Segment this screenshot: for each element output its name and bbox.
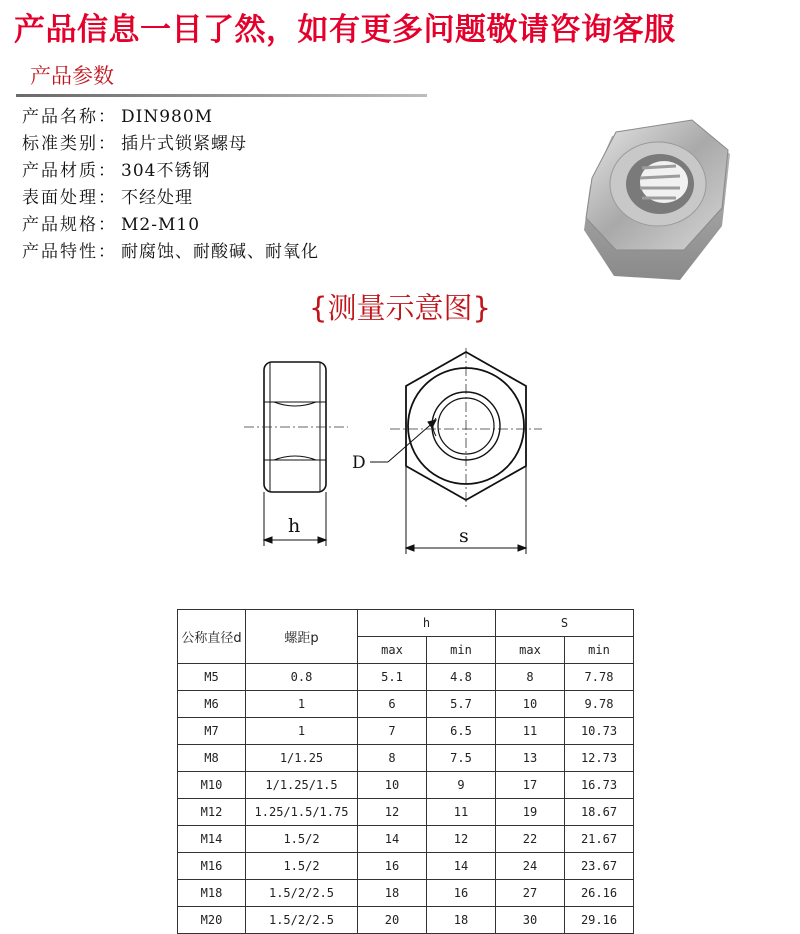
spec-separator: ： xyxy=(98,215,115,235)
table-cell: 8 xyxy=(358,745,427,772)
table-row xyxy=(178,826,634,853)
spec-row xyxy=(22,239,319,266)
table-cell: 16.73 xyxy=(565,772,634,799)
table-row xyxy=(178,772,634,799)
table-cell: 4.8 xyxy=(427,664,496,691)
table-cell: 18.67 xyxy=(565,799,634,826)
table-cell: 26.16 xyxy=(565,880,634,907)
table-cell: 5.1 xyxy=(358,664,427,691)
table-cell: 27 xyxy=(496,880,565,907)
section-title: 产品参数 xyxy=(30,64,114,88)
table-cell: 1/1.25 xyxy=(246,745,358,772)
table-cell: M12 xyxy=(178,799,246,826)
table-cell: M6 xyxy=(178,691,246,718)
spec-row xyxy=(22,185,319,212)
spec-separator: ： xyxy=(98,188,115,208)
table-cell: M18 xyxy=(178,880,246,907)
table-cell: 16 xyxy=(427,880,496,907)
table-cell: 12 xyxy=(358,799,427,826)
table-cell: M7 xyxy=(178,718,246,745)
table-cell: M10 xyxy=(178,772,246,799)
dimension-table xyxy=(177,609,634,934)
spec-label: 产品规格 xyxy=(22,215,98,235)
spec-row xyxy=(22,104,319,131)
label-d: D xyxy=(352,453,366,473)
spec-value: M2-M10 xyxy=(121,215,201,235)
spec-separator: ： xyxy=(98,107,115,127)
spec-value: 插片式锁紧螺母 xyxy=(121,134,247,154)
table-cell: 8 xyxy=(496,664,565,691)
table-cell: 12 xyxy=(427,826,496,853)
table-row xyxy=(178,691,634,718)
spec-row xyxy=(22,131,319,158)
spec-value: 不经处理 xyxy=(121,188,193,208)
table-cell: 1 xyxy=(246,718,358,745)
section-divider xyxy=(16,94,427,97)
table-cell: 13 xyxy=(496,745,565,772)
table-body xyxy=(178,664,634,934)
promo-banner: 产品信息一目了然，如有更多问题敬请咨询客服 xyxy=(14,12,676,48)
table-cell: 1.5/2/2.5 xyxy=(246,880,358,907)
table-cell: 10 xyxy=(496,691,565,718)
header-pitch: 螺距p xyxy=(246,610,358,664)
table-row xyxy=(178,853,634,880)
header-s-min: min xyxy=(565,637,634,664)
table-cell: 7.5 xyxy=(427,745,496,772)
table-cell: 9.78 xyxy=(565,691,634,718)
table-cell: 1/1.25/1.5 xyxy=(246,772,358,799)
header-h-min: min xyxy=(427,637,496,664)
spec-label: 标准类别 xyxy=(22,134,98,154)
spec-value: 304不锈钢 xyxy=(121,161,211,181)
spec-value: DIN980M xyxy=(121,107,214,127)
table-cell: 0.8 xyxy=(246,664,358,691)
table-row xyxy=(178,880,634,907)
table-row xyxy=(178,745,634,772)
label-h: h xyxy=(288,515,301,537)
table-cell: 9 xyxy=(427,772,496,799)
table-cell: 5.7 xyxy=(427,691,496,718)
spec-label: 产品特性 xyxy=(22,242,98,262)
spec-separator: ： xyxy=(98,134,115,154)
table-cell: 30 xyxy=(496,907,565,934)
table-cell: 21.67 xyxy=(565,826,634,853)
table-cell: 17 xyxy=(496,772,565,799)
table-cell: 29.16 xyxy=(565,907,634,934)
table-cell: 14 xyxy=(358,826,427,853)
table-cell: 11 xyxy=(496,718,565,745)
header-s-max: max xyxy=(496,637,565,664)
table-cell: 6.5 xyxy=(427,718,496,745)
spec-label: 产品名称 xyxy=(22,107,98,127)
table-cell: 7.78 xyxy=(565,664,634,691)
table-row xyxy=(178,718,634,745)
table-cell: 14 xyxy=(427,853,496,880)
table-cell: 19 xyxy=(496,799,565,826)
spec-separator: ： xyxy=(98,242,115,262)
spec-list xyxy=(22,104,319,266)
header-diameter: 公称直径d xyxy=(178,610,246,664)
table-cell: 16 xyxy=(358,853,427,880)
table-cell: M20 xyxy=(178,907,246,934)
measurement-drawing xyxy=(230,340,560,565)
label-s: s xyxy=(459,525,469,547)
spec-separator: ： xyxy=(98,161,115,181)
table-cell: 1.5/2 xyxy=(246,853,358,880)
diagram-title: {测量示意图} xyxy=(309,291,491,325)
spec-value: 耐腐蚀、耐酸碱、耐氧化 xyxy=(121,242,319,262)
table-row xyxy=(178,907,634,934)
header-h-max: max xyxy=(358,637,427,664)
table-row xyxy=(178,664,634,691)
table-cell: M5 xyxy=(178,664,246,691)
table-cell: M8 xyxy=(178,745,246,772)
table-cell: 11 xyxy=(427,799,496,826)
table-cell: M16 xyxy=(178,853,246,880)
spec-label: 表面处理 xyxy=(22,188,98,208)
header-s: S xyxy=(496,610,634,637)
table-cell: 24 xyxy=(496,853,565,880)
table-cell: 10 xyxy=(358,772,427,799)
table-cell: M14 xyxy=(178,826,246,853)
table-cell: 12.73 xyxy=(565,745,634,772)
table-cell: 1 xyxy=(246,691,358,718)
spec-row xyxy=(22,158,319,185)
table-cell: 20 xyxy=(358,907,427,934)
table-cell: 22 xyxy=(496,826,565,853)
table-cell: 1.5/2/2.5 xyxy=(246,907,358,934)
table-cell: 7 xyxy=(358,718,427,745)
table-cell: 23.67 xyxy=(565,853,634,880)
table-cell: 10.73 xyxy=(565,718,634,745)
table-cell: 18 xyxy=(427,907,496,934)
table-cell: 1.5/2 xyxy=(246,826,358,853)
nut-photo xyxy=(572,108,742,288)
table-cell: 1.25/1.5/1.75 xyxy=(246,799,358,826)
spec-row xyxy=(22,212,319,239)
header-h: h xyxy=(358,610,496,637)
table-row xyxy=(178,799,634,826)
table-cell: 6 xyxy=(358,691,427,718)
dimension-table-wrap xyxy=(177,609,634,934)
table-cell: 18 xyxy=(358,880,427,907)
spec-label: 产品材质 xyxy=(22,161,98,181)
